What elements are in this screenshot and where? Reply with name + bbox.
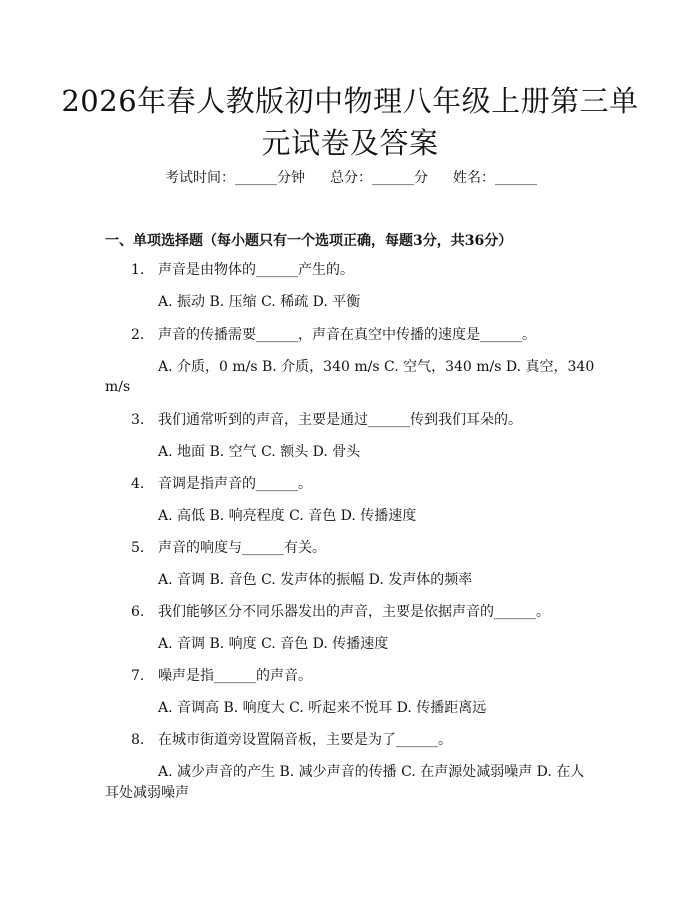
question-2-options: A. 介质，0 m/s B. 介质，340 m/s C. 空气，340 m/s D. 真空，340 <box>158 359 595 375</box>
question-number: 3. <box>131 412 145 428</box>
question-2-options-wrap: m/s <box>105 379 131 395</box>
question-number: 5. <box>131 540 145 556</box>
question-8-options-wrap: 耳处减弱噪声 <box>105 785 189 801</box>
question-text: 我们能够区分不同乐器发出的声音，主要是依据声音的______。 <box>158 604 550 620</box>
question-text: 声音的传播需要______，声音在真空中传播的速度是______。 <box>158 327 536 343</box>
exam-title <box>60 80 640 164</box>
question-8-options: A. 减少声音的产生 B. 减少声音的传播 C. 在声源处减弱噪声 D. 在人 <box>158 764 585 780</box>
question-text: 声音是由物体的______产生的。 <box>158 262 354 278</box>
title-line-1: 2026年春人教版初中物理八年级上册第三单 <box>61 84 639 118</box>
question-text: 声音的响度与______有关。 <box>158 540 326 556</box>
question-number: 1. <box>131 262 145 278</box>
question-number: 7. <box>131 668 145 684</box>
question-text: 我们通常听到的声音，主要是通过______传到我们耳朵的。 <box>158 412 522 428</box>
question-1-options: A. 振动 B. 压缩 C. 稀疏 D. 平衡 <box>158 294 361 310</box>
question-text: 在城市街道旁设置隔音板，主要是为了______。 <box>158 732 452 748</box>
title-line-2: 元试卷及答案 <box>261 126 439 160</box>
question-number: 8. <box>131 732 145 748</box>
question-5-options: A. 音调 B. 音色 C. 发声体的振幅 D. 发声体的频率 <box>158 572 473 588</box>
question-number: 2. <box>131 327 145 343</box>
exam-time-field: 考试时间：______分钟 <box>165 170 305 186</box>
question-6-options: A. 音调 B. 响度 C. 音色 D. 传播速度 <box>158 636 389 652</box>
question-3-options: A. 地面 B. 空气 C. 额头 D. 骨头 <box>158 444 361 460</box>
question-4-options: A. 高低 B. 响亮程度 C. 音色 D. 传播速度 <box>158 508 417 524</box>
question-7-options: A. 音调高 B. 响度大 C. 听起来不悦耳 D. 传播距离远 <box>158 700 487 716</box>
total-score-field: 总分：______分 <box>330 170 428 186</box>
section-heading: 一、单项选择题（每小题只有一个选项正确，每题3分，共36分） <box>105 233 513 249</box>
question-text: 音调是指声音的______。 <box>158 476 312 492</box>
question-number: 6. <box>131 604 145 620</box>
student-name-field: 姓名：______ <box>453 170 537 186</box>
question-number: 4. <box>131 476 145 492</box>
question-text: 噪声是指______的声音。 <box>158 668 312 684</box>
